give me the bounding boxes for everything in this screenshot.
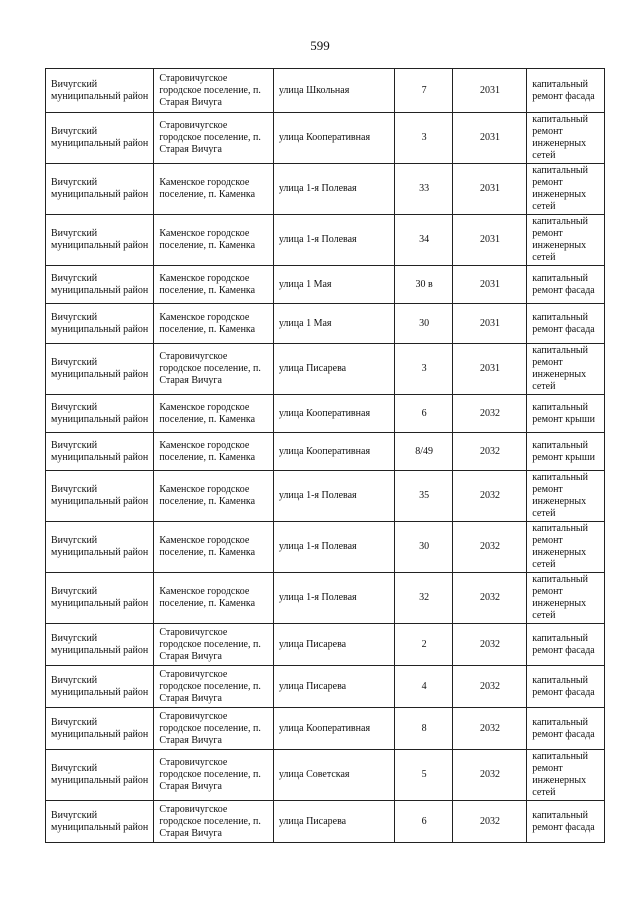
cell-house-number [395, 266, 452, 304]
cell-year [452, 304, 527, 344]
district-text: Вичугский муниципальный район [51, 586, 149, 609]
cell-street [273, 344, 395, 395]
year-text: 2032 [480, 592, 500, 603]
house-text: 4 [421, 680, 427, 692]
year-text: 2032 [480, 815, 500, 827]
cell-district [46, 69, 154, 113]
cell-year [452, 801, 527, 843]
cell-year [452, 164, 527, 215]
cell-year [452, 266, 527, 304]
table-row [46, 433, 605, 471]
street-text: улица 1-я Полевая [278, 490, 357, 501]
settlement-text: Каменское городское поселение, п. Каменка [159, 177, 256, 200]
work-text: капитальный ремонт крыши [532, 439, 595, 463]
table-row [46, 344, 605, 395]
cell-work-type [527, 304, 605, 344]
table-row [46, 266, 605, 304]
cell-settlement [154, 433, 274, 471]
work-text: капитальный ремонт фасада [532, 78, 595, 102]
cell-work-type [527, 708, 605, 750]
work-text: капитальный ремонт фасада [532, 632, 595, 656]
house-text: 35 [419, 490, 430, 501]
cell-street [273, 750, 395, 801]
house-text: 30 [419, 541, 430, 552]
cell-settlement [154, 344, 274, 395]
cell-house-number [395, 522, 452, 573]
cell-house-number [395, 750, 452, 801]
cell-street [273, 215, 395, 266]
cell-district [46, 522, 154, 573]
street-text: улица Школьная [278, 84, 350, 96]
work-text: капитальный ремонт инженерных сетей [532, 345, 589, 392]
work-text: капитальный ремонт крыши [532, 401, 595, 425]
district-text: Вичугский муниципальный район [51, 809, 149, 833]
table-row [46, 395, 605, 433]
cell-district [46, 801, 154, 843]
district-text: Вичугский муниципальный район [51, 228, 149, 251]
table-row [46, 801, 605, 843]
cell-district [46, 344, 154, 395]
district-text: Вичугский муниципальный район [51, 78, 149, 102]
cell-year [452, 624, 527, 666]
cell-settlement [154, 395, 274, 433]
work-text: капитальный ремонт инженерных сетей [532, 751, 589, 798]
district-text: Вичугский муниципальный район [51, 763, 149, 786]
settlement-text: Каменское городское поселение, п. Каменка [159, 401, 256, 425]
cell-district [46, 573, 154, 624]
street-text: улица Кооперативная [278, 722, 371, 734]
year-text: 2032 [480, 490, 500, 501]
cell-settlement [154, 113, 274, 164]
cell-street [273, 801, 395, 843]
cell-year [452, 69, 527, 113]
cell-street [273, 522, 395, 573]
work-text: капитальный ремонт инженерных сетей [532, 216, 589, 263]
cell-district [46, 433, 154, 471]
cell-district [46, 666, 154, 708]
cell-settlement [154, 215, 274, 266]
street-text: улица 1-я Полевая [278, 234, 357, 245]
district-text: Вичугский муниципальный район [51, 311, 149, 335]
settlement-text: Старовичугское городское поселение, п. Старая Вичуга [159, 757, 261, 792]
work-text: капитальный ремонт фасада [532, 674, 595, 698]
house-text: 7 [421, 84, 427, 96]
year-text: 2032 [480, 407, 500, 419]
house-text: 8 [421, 722, 427, 734]
table-row [46, 215, 605, 266]
year-text: 2031 [480, 132, 500, 143]
cell-street [273, 666, 395, 708]
cell-year [452, 395, 527, 433]
cell-year [452, 215, 527, 266]
cell-year [452, 750, 527, 801]
house-text: 34 [419, 234, 430, 245]
settlement-text: Старовичугское городское поселение, п. Старая Вичуга [159, 668, 261, 704]
cell-street [273, 471, 395, 522]
work-text: капитальный ремонт фасада [532, 272, 595, 296]
street-text: улица 1 Мая [278, 317, 332, 329]
cell-year [452, 666, 527, 708]
cell-house-number [395, 164, 452, 215]
cell-house-number [395, 113, 452, 164]
table-row [46, 573, 605, 624]
cell-street [273, 395, 395, 433]
table-row [46, 164, 605, 215]
street-text: улица Писарева [278, 638, 347, 650]
house-text: 2 [421, 638, 427, 650]
street-text: улица 1-я Полевая [278, 592, 357, 603]
work-text: капитальный ремонт инженерных сетей [532, 114, 589, 161]
table-row [46, 666, 605, 708]
cell-year [452, 344, 527, 395]
year-text: 2032 [480, 445, 500, 457]
street-text: улица Кооперативная [278, 132, 371, 143]
year-text: 2032 [480, 722, 500, 734]
settlement-text: Каменское городское поселение, п. Каменка [159, 586, 256, 609]
cell-district [46, 708, 154, 750]
cell-settlement [154, 304, 274, 344]
cell-work-type [527, 522, 605, 573]
house-text: 3 [421, 363, 427, 374]
street-text: улица Советская [278, 769, 350, 780]
cell-house-number [395, 573, 452, 624]
cell-street [273, 266, 395, 304]
work-text: капитальный ремонт фасада [532, 716, 595, 740]
cell-work-type [527, 624, 605, 666]
cell-house-number [395, 69, 452, 113]
settlement-text: Старовичугское городское поселение, п. Старая Вичуга [159, 626, 261, 662]
street-text: улица Писарева [278, 815, 347, 827]
district-text: Вичугский муниципальный район [51, 177, 149, 200]
district-text: Вичугский муниципальный район [51, 357, 149, 380]
year-text: 2032 [480, 638, 500, 650]
cell-street [273, 573, 395, 624]
settlement-text: Каменское городское поселение, п. Каменка [159, 535, 256, 558]
district-text: Вичугский муниципальный район [51, 535, 149, 558]
year-text: 2031 [480, 363, 500, 374]
cell-work-type [527, 750, 605, 801]
district-text: Вичугский муниципальный район [51, 716, 149, 740]
cell-work-type [527, 113, 605, 164]
district-text: Вичугский муниципальный район [51, 439, 149, 463]
settlement-text: Каменское городское поселение, п. Каменка [159, 311, 256, 335]
cell-settlement [154, 624, 274, 666]
settlement-text: Каменское городское поселение, п. Каменка [159, 228, 256, 251]
cell-work-type [527, 666, 605, 708]
cell-district [46, 395, 154, 433]
cell-work-type [527, 344, 605, 395]
year-text: 2031 [480, 234, 500, 245]
cell-work-type [527, 471, 605, 522]
settlement-text: Старовичугское городское поселение, п. Старая Вичуга [159, 72, 261, 108]
cell-settlement [154, 666, 274, 708]
cell-work-type [527, 164, 605, 215]
cell-street [273, 433, 395, 471]
street-text: улица 1 Мая [278, 278, 332, 290]
cell-settlement [154, 708, 274, 750]
table-row [46, 304, 605, 344]
street-text: улица Кооперативная [278, 445, 371, 457]
house-text: 5 [421, 769, 427, 780]
cell-house-number [395, 304, 452, 344]
cell-settlement [154, 266, 274, 304]
table-row [46, 69, 605, 113]
work-text: капитальный ремонт инженерных сетей [532, 523, 589, 570]
work-text: капитальный ремонт инженерных сетей [532, 165, 589, 212]
year-text: 2031 [480, 278, 500, 290]
table-row [46, 750, 605, 801]
cell-district [46, 215, 154, 266]
cell-work-type [527, 215, 605, 266]
table-row [46, 471, 605, 522]
house-text: 30 [419, 317, 430, 329]
table-row [46, 113, 605, 164]
cell-district [46, 266, 154, 304]
cell-work-type [527, 801, 605, 843]
cell-house-number [395, 708, 452, 750]
district-text: Вичугский муниципальный район [51, 674, 149, 698]
work-text: капитальный ремонт инженерных сетей [532, 472, 589, 519]
cell-street [273, 304, 395, 344]
district-text: Вичугский муниципальный район [51, 126, 149, 149]
settlement-text: Старовичугское городское поселение, п. Старая Вичуга [159, 803, 261, 839]
house-text: 32 [419, 592, 430, 603]
district-text: Вичугский муниципальный район [51, 632, 149, 656]
cell-street [273, 113, 395, 164]
cell-district [46, 471, 154, 522]
cell-house-number [395, 471, 452, 522]
settlement-text: Старовичугское городское поселение, п. Старая Вичуга [159, 710, 261, 746]
cell-work-type [527, 433, 605, 471]
cell-street [273, 708, 395, 750]
work-text: капитальный ремонт фасада [532, 809, 595, 833]
house-text: 8/49 [415, 445, 433, 457]
year-text: 2032 [480, 769, 500, 780]
cell-year [452, 113, 527, 164]
settlement-text: Старовичугское городское поселение, п. Старая Вичуга [159, 120, 261, 155]
cell-district [46, 164, 154, 215]
cell-year [452, 573, 527, 624]
cell-settlement [154, 522, 274, 573]
cell-street [273, 164, 395, 215]
cell-year [452, 433, 527, 471]
house-text: 33 [419, 183, 430, 194]
year-text: 2031 [480, 317, 500, 329]
year-text: 2032 [480, 680, 500, 692]
cell-settlement [154, 573, 274, 624]
cell-house-number [395, 666, 452, 708]
year-text: 2031 [480, 84, 500, 96]
page-number: 599 [310, 38, 330, 53]
cell-year [452, 708, 527, 750]
cell-district [46, 113, 154, 164]
cell-settlement [154, 471, 274, 522]
cell-year [452, 522, 527, 573]
cell-house-number [395, 433, 452, 471]
cell-settlement [154, 801, 274, 843]
street-text: улица Кооперативная [278, 407, 371, 419]
house-text: 6 [421, 407, 427, 419]
street-text: улица 1-я Полевая [278, 183, 357, 194]
cell-settlement [154, 750, 274, 801]
district-text: Вичугский муниципальный район [51, 484, 149, 507]
district-text: Вичугский муниципальный район [51, 401, 149, 425]
cell-district [46, 624, 154, 666]
work-text: капитальный ремонт фасада [532, 311, 595, 335]
house-text: 3 [421, 132, 427, 143]
cell-house-number [395, 801, 452, 843]
settlement-text: Старовичугское городское поселение, п. Старая Вичуга [159, 351, 261, 386]
cell-house-number [395, 344, 452, 395]
repair-schedule-table [45, 68, 605, 843]
settlement-text: Каменское городское поселение, п. Каменка [159, 484, 256, 507]
house-text: 30 в [415, 278, 433, 290]
street-text: улица 1-я Полевая [278, 541, 357, 552]
table-row [46, 624, 605, 666]
cell-district [46, 304, 154, 344]
cell-house-number [395, 215, 452, 266]
settlement-text: Каменское городское поселение, п. Каменка [159, 439, 256, 463]
table-row [46, 522, 605, 573]
work-text: капитальный ремонт инженерных сетей [532, 574, 589, 621]
cell-work-type [527, 573, 605, 624]
cell-settlement [154, 69, 274, 113]
cell-house-number [395, 395, 452, 433]
year-text: 2032 [480, 541, 500, 552]
table-body [46, 69, 605, 843]
settlement-text: Каменское городское поселение, п. Каменка [159, 272, 256, 296]
table-row [46, 708, 605, 750]
street-text: улица Писарева [278, 680, 347, 692]
cell-work-type [527, 395, 605, 433]
street-text: улица Писарева [278, 363, 347, 374]
cell-work-type [527, 266, 605, 304]
cell-settlement [154, 164, 274, 215]
year-text: 2031 [480, 183, 500, 194]
cell-house-number [395, 624, 452, 666]
cell-street [273, 624, 395, 666]
cell-street [273, 69, 395, 113]
cell-work-type [527, 69, 605, 113]
cell-district [46, 750, 154, 801]
district-text: Вичугский муниципальный район [51, 272, 149, 296]
cell-year [452, 471, 527, 522]
house-text: 6 [421, 815, 427, 827]
